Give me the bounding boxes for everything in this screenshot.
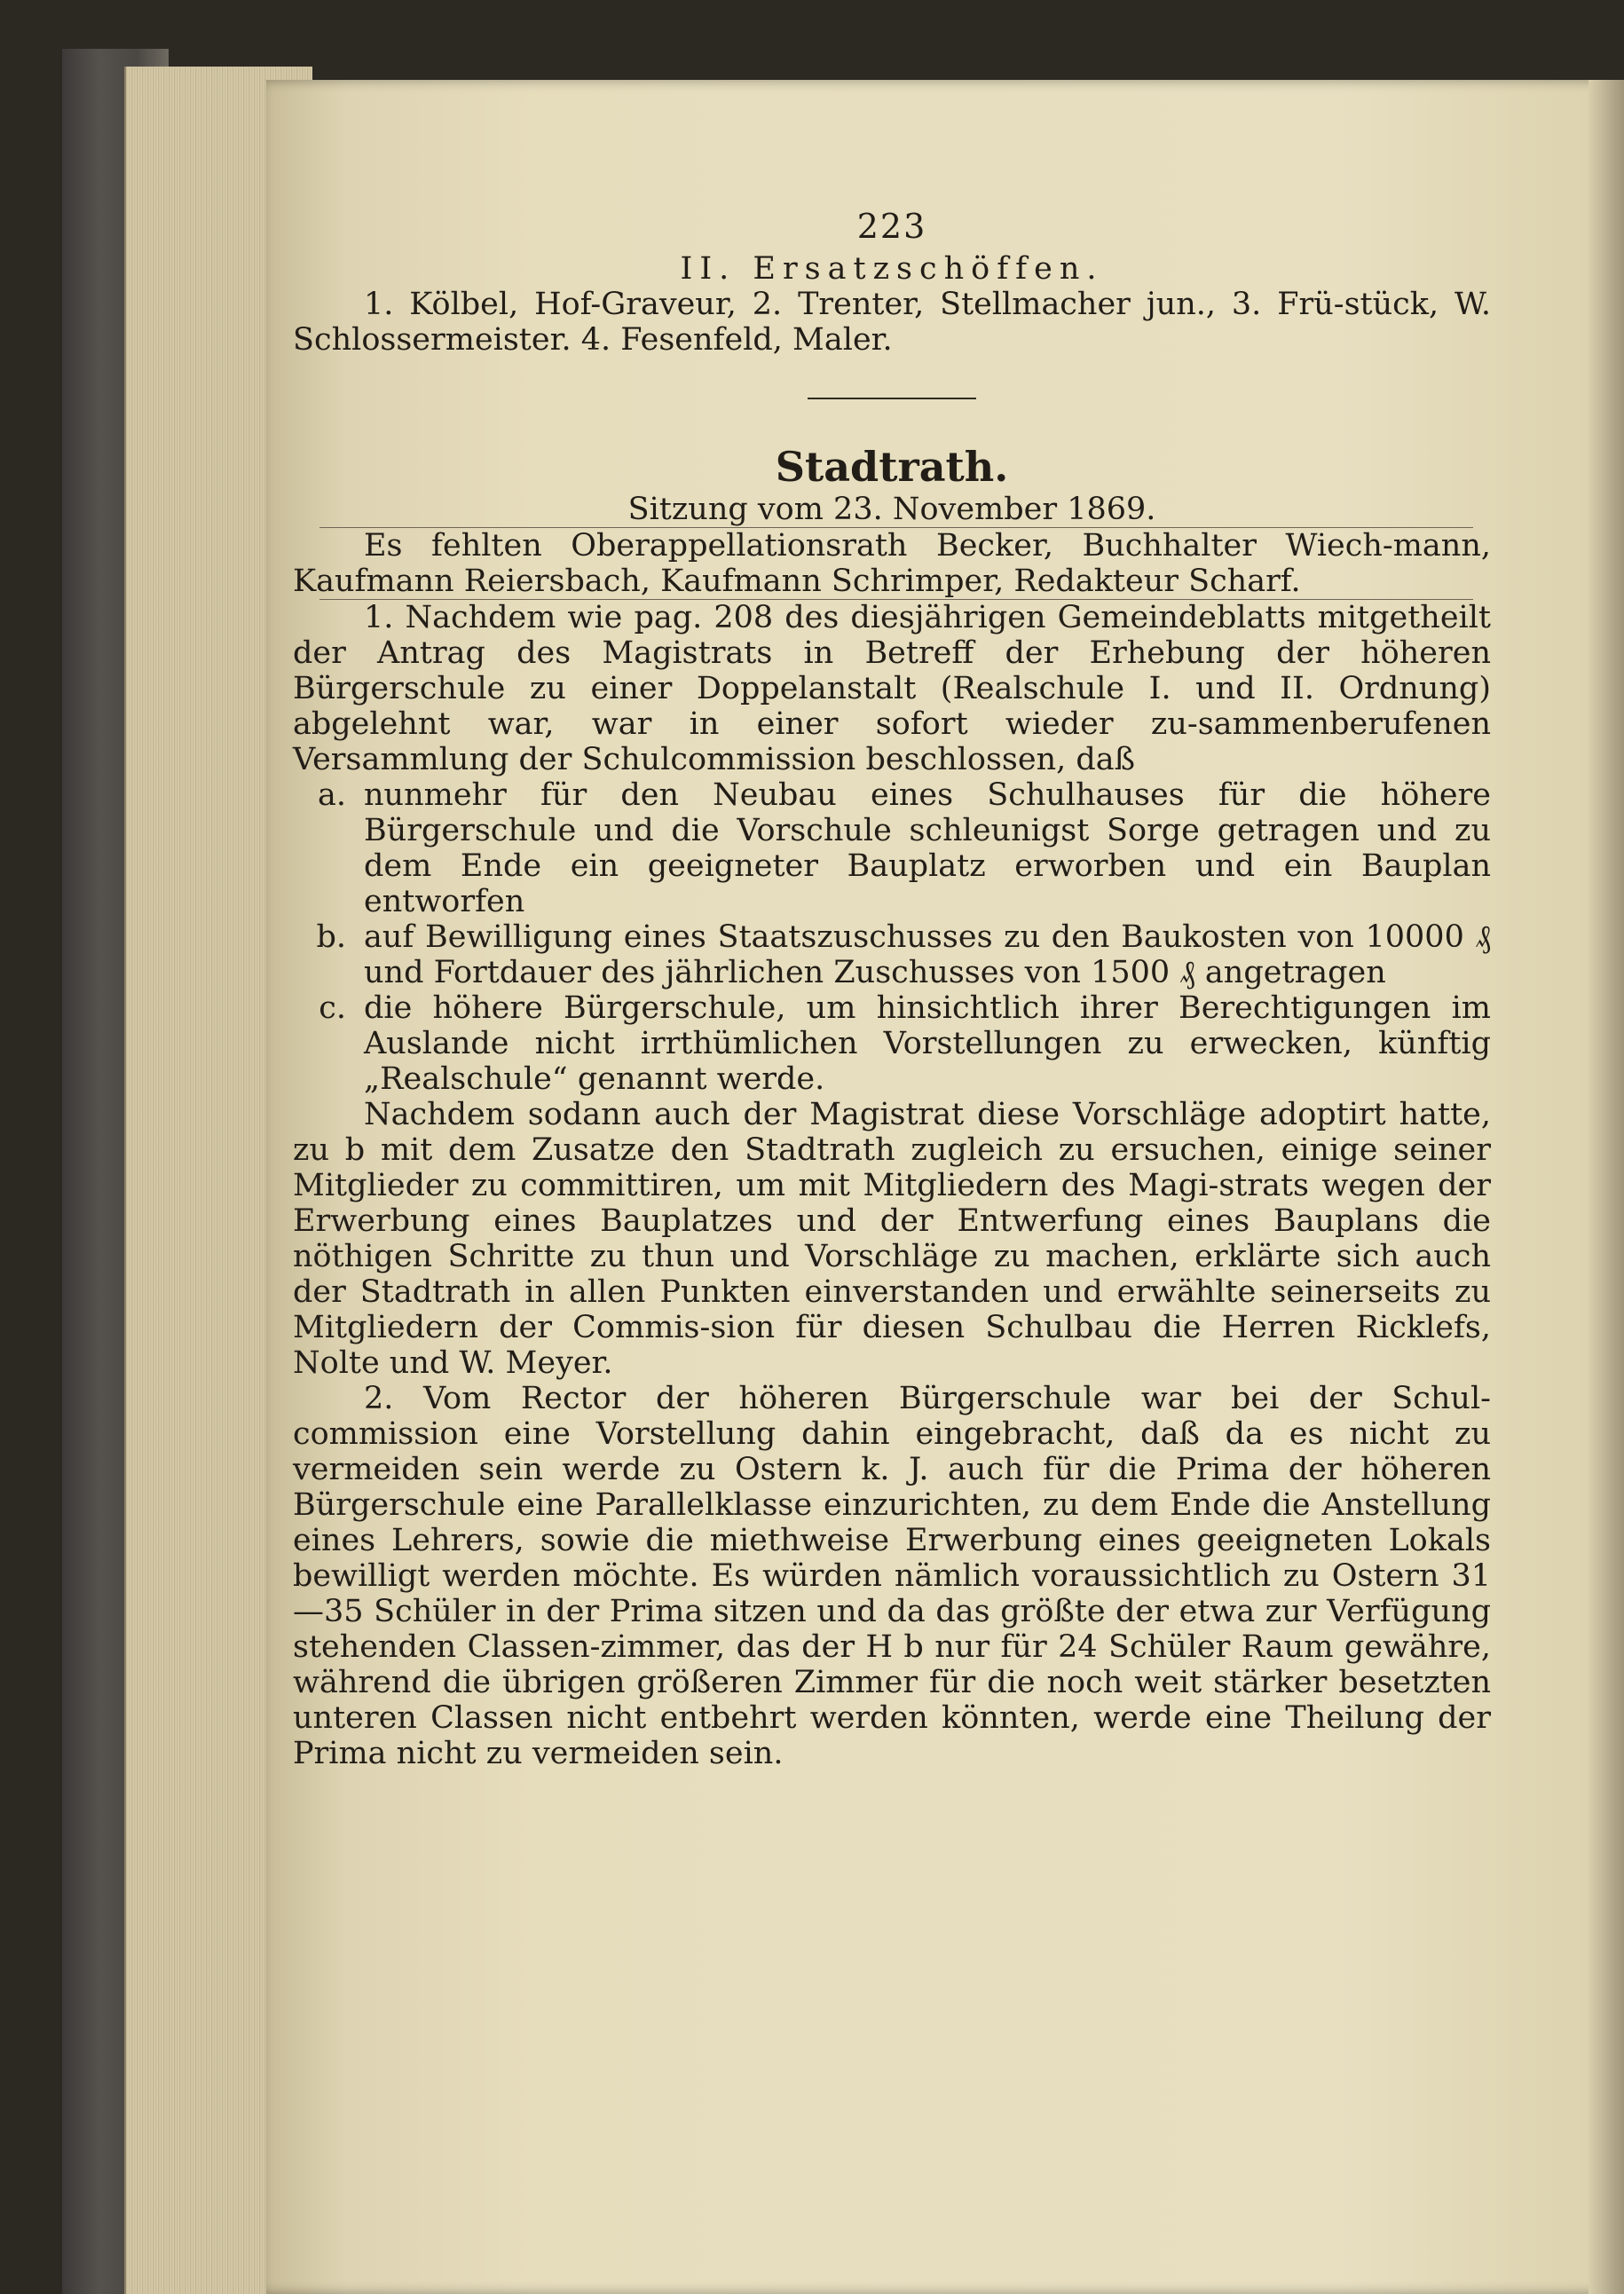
list-letter: c.: [319, 990, 346, 1026]
section-divider: [808, 398, 976, 399]
substitutes-list: 1. Kölbel, Hof-Graveur, 2. Trenter, Stellmacher jun., 3. Frü-stück, W. Schlossermeister. 4. Fesenfeld, Maler.: [293, 287, 1491, 358]
section-heading: II. Ersatzschöffen.: [680, 251, 1104, 287]
list-letter: a.: [318, 777, 346, 813]
session-date: Sitzung vom 23. November 1869.: [627, 492, 1156, 527]
list-item: [293, 990, 1491, 1097]
list-text: auf Bewilligung eines Staatszuschusses zu den Baukosten von 10000 ₰ und Fortdauer des jährlichen Zuschusses von 1500 ₰ angetragen: [364, 919, 1491, 990]
page-fold-shadow: [1589, 80, 1624, 2294]
item-2: 2. Vom Rector der höheren Bürgerschule war bei der Schul-commission eine Vorstellung dahin eingebracht, daß da es nicht zu vermeiden sein werde zu Ostern k. J. auch für die Prima der höheren Bürgerschule eine Parallelklasse einzurichten, zu dem Ende die Anstellung eines Lehrers, sowie die miethweise Erwerbung eines geeigneten Lokals bewilligt werden möchte. Es würden nämlich voraussichtlich zu Ostern 31—35 Schüler in der Prima sitzen und da das größte der etwa zur Verfügung stehenden Classen-zimmer, das der H b nur für 24 Schüler Raum gewähre, während die übrigen größeren Zimmer für die noch weit stärker besetzten unteren Classen nicht entbehrt werden könnten, werde eine Theilung der Prima nicht zu vermeiden sein.: [293, 1381, 1491, 1771]
page-number: 223: [856, 207, 927, 246]
item-1-conclusion: Nachdem sodann auch der Magistrat diese Vorschläge adoptirt hatte, zu b mit dem Zusatze den Stadtrath zugleich zu ersuchen, einige seiner Mitglieder zu committiren, um mit Mitgliedern des Magi-strats wegen der Erwerbung eines Bauplatzes und der Entwerfung eines Bauplans die nöthigen Schritte zu thun und Vorschläge zu machen, erklärte sich auch der Stadtrath in allen Punkten einverstanden und erwählte seinerseits zu Mitgliedern der Commis-sion für diesen Schulbau die Herren Ricklefs, Nolte und W. Meyer.: [293, 1097, 1491, 1381]
list-text: die höhere Bürgerschule, um hinsichtlich ihrer Berechtigungen im Auslande nicht irrthümlichen Vorstellungen zu erwecken, künftig „Realschule“ genannt werde.: [364, 990, 1491, 1097]
list-text: nunmehr für den Neubau eines Schulhauses für die höhere Bürgerschule und die Vorschule schleunigst Sorge getragen und zu dem Ende ein geeigneter Bauplatz erworben und ein Bauplan entworfen: [364, 777, 1491, 919]
list-letter: b.: [316, 919, 346, 955]
list-item: [293, 919, 1491, 990]
item-1-intro: 1. Nachdem wie pag. 208 des diesjährigen Gemeindeblatts mitgetheilt der Antrag des Magistrats in Betreff der Erhebung der höheren Bürgerschule zu einer Doppelanstalt (Realschule I. und II. Ordnung) abgelehnt war, war in einer sofort wieder zu-sammenberufenen Versammlung der Schulcommission beschlossen, daß: [293, 600, 1491, 777]
page-text: [293, 124, 1491, 1771]
list-item: [293, 777, 1491, 919]
resolution-list: [293, 777, 1491, 1097]
absent-members: Es fehlten Oberappellationsrath Becker, Buchhalter Wiech-mann, Kaufmann Reiersbach, Kaufmann Schrimper, Redakteur Scharf.: [293, 528, 1491, 599]
page-title: Stadtrath.: [775, 443, 1009, 491]
